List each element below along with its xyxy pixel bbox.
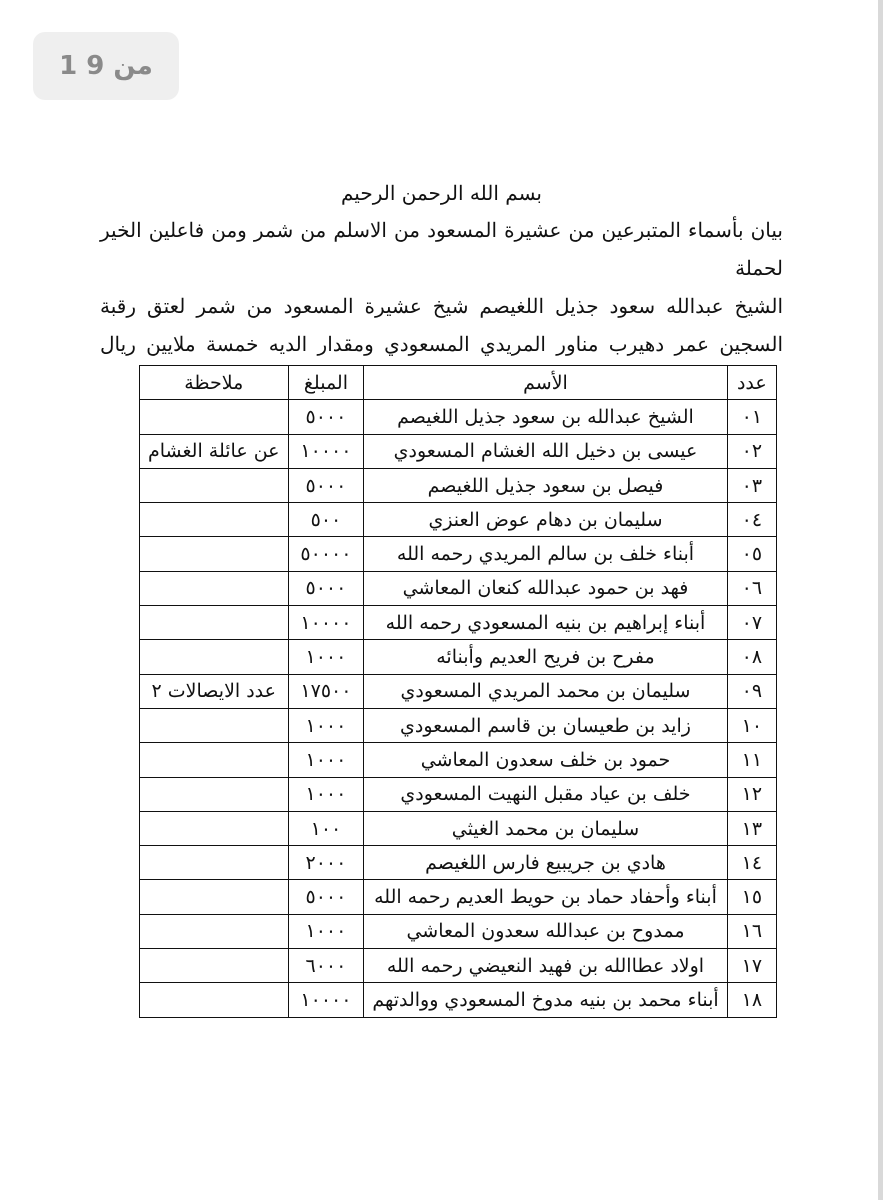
- cell-note: [140, 571, 289, 605]
- cell-amount: ١٠٠٠: [288, 743, 364, 777]
- cell-amount: ٥٠٠٠: [288, 400, 364, 434]
- cell-num: ٠٥: [727, 537, 776, 571]
- cell-amount: ١٧٥٠٠: [288, 674, 364, 708]
- cell-name: أبناء وأحفاد حماد بن حويط العديم رحمه الله: [364, 880, 727, 914]
- cell-amount: ٢٠٠٠: [288, 846, 364, 880]
- cell-note: [140, 640, 289, 674]
- cell-num: ١٨: [727, 983, 776, 1017]
- cell-name: سليمان بن دهام عوض العنزي: [364, 503, 727, 537]
- cell-amount: ٥٠٠٠: [288, 468, 364, 502]
- cell-name: فيصل بن سعود جذيل اللغيصم: [364, 468, 727, 502]
- heading-line-3: السجين عمر دهيرب مناور المريدي المسعودي ومقدار الديه خمسة ملايين ريال: [100, 332, 783, 356]
- basmala: بسم الله الرحمن الرحيم: [340, 181, 542, 205]
- table-row: [140, 468, 777, 502]
- header-amount: المبلغ: [288, 366, 364, 400]
- table-header-row: [140, 366, 777, 400]
- cell-note: [140, 914, 289, 948]
- cell-amount: ١٠٠: [288, 811, 364, 845]
- cell-name: سليمان بن محمد الغيثي: [364, 811, 727, 845]
- cell-name: أبناء إبراهيم بن بنيه المسعودي رحمه الله: [364, 606, 727, 640]
- cell-num: ١٤: [727, 846, 776, 880]
- cell-num: ٠٦: [727, 571, 776, 605]
- page-indicator-badge: [33, 32, 179, 100]
- cell-amount: ١٠٠٠: [288, 777, 364, 811]
- cell-name: حمود بن خلف سعدون المعاشي: [364, 743, 727, 777]
- cell-name: أبناء خلف بن سالم المريدي رحمه الله: [364, 537, 727, 571]
- cell-note: عدد الايصالات ٢: [140, 674, 289, 708]
- cell-amount: ١٠٠٠٠: [288, 606, 364, 640]
- cell-num: ١٣: [727, 811, 776, 845]
- cell-note: [140, 880, 289, 914]
- cell-num: ٠١: [727, 400, 776, 434]
- cell-note: [140, 811, 289, 845]
- header-num: عدد: [727, 366, 776, 400]
- document-heading: [100, 175, 783, 363]
- table-row: [140, 708, 777, 742]
- cell-note: [140, 743, 289, 777]
- cell-name: عيسى بن دخيل الله الغشام المسعودي: [364, 434, 727, 468]
- page-edge: [878, 0, 883, 1200]
- cell-num: ١١: [727, 743, 776, 777]
- table-row: [140, 674, 777, 708]
- table-row: [140, 880, 777, 914]
- cell-name: اولاد عطاالله بن فهيد النعيضي رحمه الله: [364, 949, 727, 983]
- cell-name: أبناء محمد بن بنيه مدوخ المسعودي ووالدتهم: [364, 983, 727, 1017]
- cell-amount: ٥٠٠٠: [288, 571, 364, 605]
- cell-name: خلف بن عياد مقبل النهيت المسعودي: [364, 777, 727, 811]
- cell-note: [140, 777, 289, 811]
- cell-note: [140, 503, 289, 537]
- cell-note: [140, 949, 289, 983]
- cell-note: [140, 468, 289, 502]
- cell-note: عن عائلة الغشام: [140, 434, 289, 468]
- table-row: [140, 949, 777, 983]
- cell-note: [140, 606, 289, 640]
- cell-note: [140, 537, 289, 571]
- cell-num: ١٢: [727, 777, 776, 811]
- cell-name: مفرح بن فريح العديم وأبنائه: [364, 640, 727, 674]
- cell-name: زايد بن طعيسان بن قاسم المسعودي: [364, 708, 727, 742]
- cell-note: [140, 846, 289, 880]
- cell-note: [140, 708, 289, 742]
- cell-num: ١٥: [727, 880, 776, 914]
- table-row: [140, 846, 777, 880]
- table-row: [140, 537, 777, 571]
- cell-num: ١٧: [727, 949, 776, 983]
- header-name: الأسم: [364, 366, 727, 400]
- cell-amount: ٥٠٠٠: [288, 880, 364, 914]
- table-row: [140, 811, 777, 845]
- cell-num: ٠٣: [727, 468, 776, 502]
- cell-num: ٠٤: [727, 503, 776, 537]
- cell-num: ٠٢: [727, 434, 776, 468]
- table-body: [140, 400, 777, 1017]
- table-row: [140, 434, 777, 468]
- cell-name: الشيخ عبدالله بن سعود جذيل اللغيصم: [364, 400, 727, 434]
- table-row: [140, 777, 777, 811]
- cell-amount: ١٠٠٠: [288, 708, 364, 742]
- cell-num: ١٠: [727, 708, 776, 742]
- cell-num: ٠٧: [727, 606, 776, 640]
- cell-amount: ٥٠٠: [288, 503, 364, 537]
- cell-amount: ٦٠٠٠: [288, 949, 364, 983]
- cell-amount: ١٠٠٠٠: [288, 983, 364, 1017]
- cell-amount: ١٠٠٠: [288, 640, 364, 674]
- cell-amount: ١٠٠٠: [288, 914, 364, 948]
- table-row: [140, 983, 777, 1017]
- table-row: [140, 503, 777, 537]
- cell-note: [140, 983, 289, 1017]
- cell-num: ٠٨: [727, 640, 776, 674]
- cell-amount: ١٠٠٠٠: [288, 434, 364, 468]
- cell-amount: ٥٠٠٠٠: [288, 537, 364, 571]
- header-note: ملاحظة: [140, 366, 289, 400]
- cell-note: [140, 400, 289, 434]
- table-row: [140, 606, 777, 640]
- cell-num: ١٦: [727, 914, 776, 948]
- cell-name: فهد بن حمود عبدالله كنعان المعاشي: [364, 571, 727, 605]
- page-indicator-text: 1 من 9: [59, 51, 153, 81]
- table-row: [140, 914, 777, 948]
- table-row: [140, 400, 777, 434]
- cell-name: سليمان بن محمد المريدي المسعودي: [364, 674, 727, 708]
- heading-line-1: بيان بأسماء المتبرعين من عشيرة المسعود من الاسلم من شمر ومن فاعلين الخير لحملة: [100, 218, 783, 280]
- table-row: [140, 743, 777, 777]
- donors-table: [139, 365, 777, 1018]
- heading-line-2: الشيخ عبدالله سعود جذيل اللغيصم شيخ عشيرة المسعود من شمر لعتق رقبة: [100, 294, 783, 318]
- table-row: [140, 571, 777, 605]
- table-row: [140, 640, 777, 674]
- cell-name: ممدوح بن عبدالله سعدون المعاشي: [364, 914, 727, 948]
- cell-name: هادي بن جريبيع فارس اللغيصم: [364, 846, 727, 880]
- cell-num: ٠٩: [727, 674, 776, 708]
